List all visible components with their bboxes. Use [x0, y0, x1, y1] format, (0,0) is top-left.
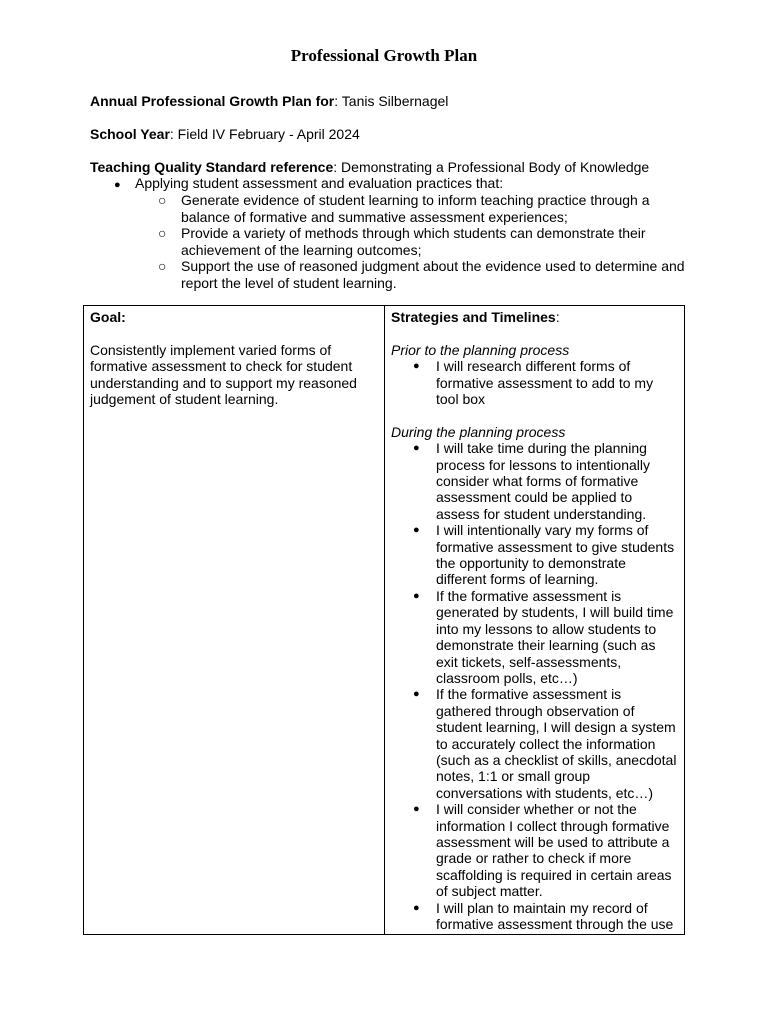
list-item-text: I will intentionally vary my forms of formative assessment to give students the opportunity to demonstrate different forms of learning.	[436, 522, 675, 588]
bullet-marker: ●	[413, 803, 420, 816]
tqs-value: : Demonstrating a Professional Body of Knowledge	[333, 159, 650, 175]
bullet-marker: ●	[413, 688, 420, 701]
list-item	[391, 588, 678, 686]
list-item	[391, 440, 678, 522]
standard-bullet	[114, 175, 503, 191]
list-item-text: I will research different forms of formative assessment to add to my tool box	[436, 358, 654, 408]
bullet-marker: ●	[413, 901, 420, 914]
list-item-text: If the formative assessment is generated by students, I will build time into my lessons to allow students to demonstrate their learning (such as exit tickets, self-assessments, classroom polls, etc…)	[436, 587, 674, 686]
list-item	[391, 900, 678, 933]
standard-sub-item	[158, 192, 688, 225]
school-year-value: : Field IV February - April 2024	[169, 126, 360, 142]
goal-cell	[84, 306, 385, 935]
bullet-marker: ●	[413, 360, 420, 373]
strategies-header	[391, 309, 678, 325]
list-item	[391, 358, 678, 407]
phase-label: During the planning process	[391, 423, 566, 440]
standard-sub-item-text: Provide a variety of methods through which students can demonstrate their achievement of the learning outcomes;	[181, 225, 646, 258]
bullet-marker: ●	[413, 442, 420, 455]
plan-for-value: : Tanis Silbernagel	[334, 93, 449, 109]
standard-sub-item	[158, 225, 688, 258]
goal-text: Consistently implement varied forms of formative assessment to check for student understanding and to support my reasoned judgement of student learning.	[90, 341, 357, 408]
plan-for-label: Annual Professional Growth Plan for	[90, 93, 335, 109]
list-item-text: If the formative assessment is gathered through observation of student learning, I will design a system to accurately collect the information (such as a checklist of skills, anecdotal notes, 1:1 or small group conversations with students, etc…)	[436, 686, 677, 801]
list-item	[391, 801, 678, 899]
standard-sub-item	[158, 258, 688, 291]
standard-sub-item-text: Support the use of reasoned judgment about the evidence used to determine and report the level of student learning.	[181, 258, 685, 291]
tqs-line	[90, 159, 649, 175]
sub-bullet-marker: ○	[158, 258, 167, 274]
sub-bullet-marker: ○	[158, 192, 167, 208]
list-item-text: I will take time during the planning process for lessons to intentionally consider what forms of formative assessment could be applied to assess for student understanding.	[436, 440, 650, 522]
sub-bullet-marker: ○	[158, 225, 167, 241]
tqs-label: Teaching Quality Standard reference	[90, 159, 334, 175]
list-item	[391, 686, 678, 801]
list-item-text: I will plan to maintain my record of formative assessment through the use	[436, 899, 674, 932]
plan-for-line	[90, 93, 448, 109]
goal-header: Goal:	[90, 309, 126, 325]
strategies-header-label: Strategies and Timelines	[391, 309, 556, 325]
strategies-cell	[385, 306, 685, 935]
list-item	[391, 522, 678, 588]
school-year-label: School Year	[90, 126, 170, 142]
standard-sub-item-text: Generate evidence of student learning to inform teaching practice through a balance of formative and summative assessment experiences;	[181, 192, 650, 225]
school-year-line	[90, 126, 360, 142]
bullet-marker: ●	[413, 524, 420, 537]
phase-label: Prior to the planning process	[391, 341, 570, 358]
list-item-text: I will consider whether or not the information I collect through formative assessment will be used to attribute a grade or rather to check if more scaffolding is required in certain areas of subject matter.	[436, 801, 672, 900]
document-title: Professional Growth Plan	[290, 46, 478, 65]
strategies-header-colon: :	[555, 309, 560, 325]
growth-plan-table	[83, 305, 685, 935]
bullet-marker: ●	[413, 589, 420, 602]
bullet-marker: ●	[114, 179, 121, 191]
standard-bullet-text: Applying student assessment and evaluation practices that:	[135, 175, 504, 191]
